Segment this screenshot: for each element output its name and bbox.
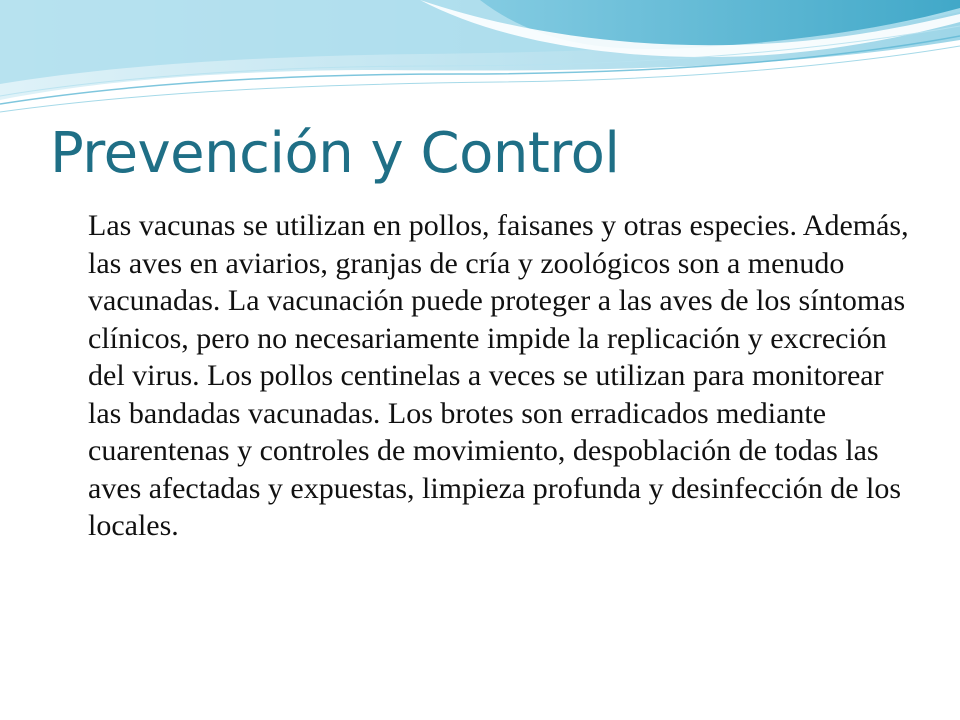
slide-title: Prevención y Control [50,121,620,186]
header-wave-decoration [0,0,960,130]
slide-body-text: Las vacunas se utilizan en pollos, faisanes y otras especies. Además, las aves en aviarios, granjas de cría y zoológicos son a menudo vacunadas. La vacunación puede proteger a las aves de los síntomas clínicos, pero no necesariamente impide la replicación y excreción del virus. Los pollos centinelas a veces se utilizan para monitorear las bandadas vacunadas. Los brotes son erradicados mediante cuarentenas y controles de movimiento, despoblación de todas las aves afectadas y expuestas, limpieza profunda y desinfección de los locales. [88,209,909,542]
